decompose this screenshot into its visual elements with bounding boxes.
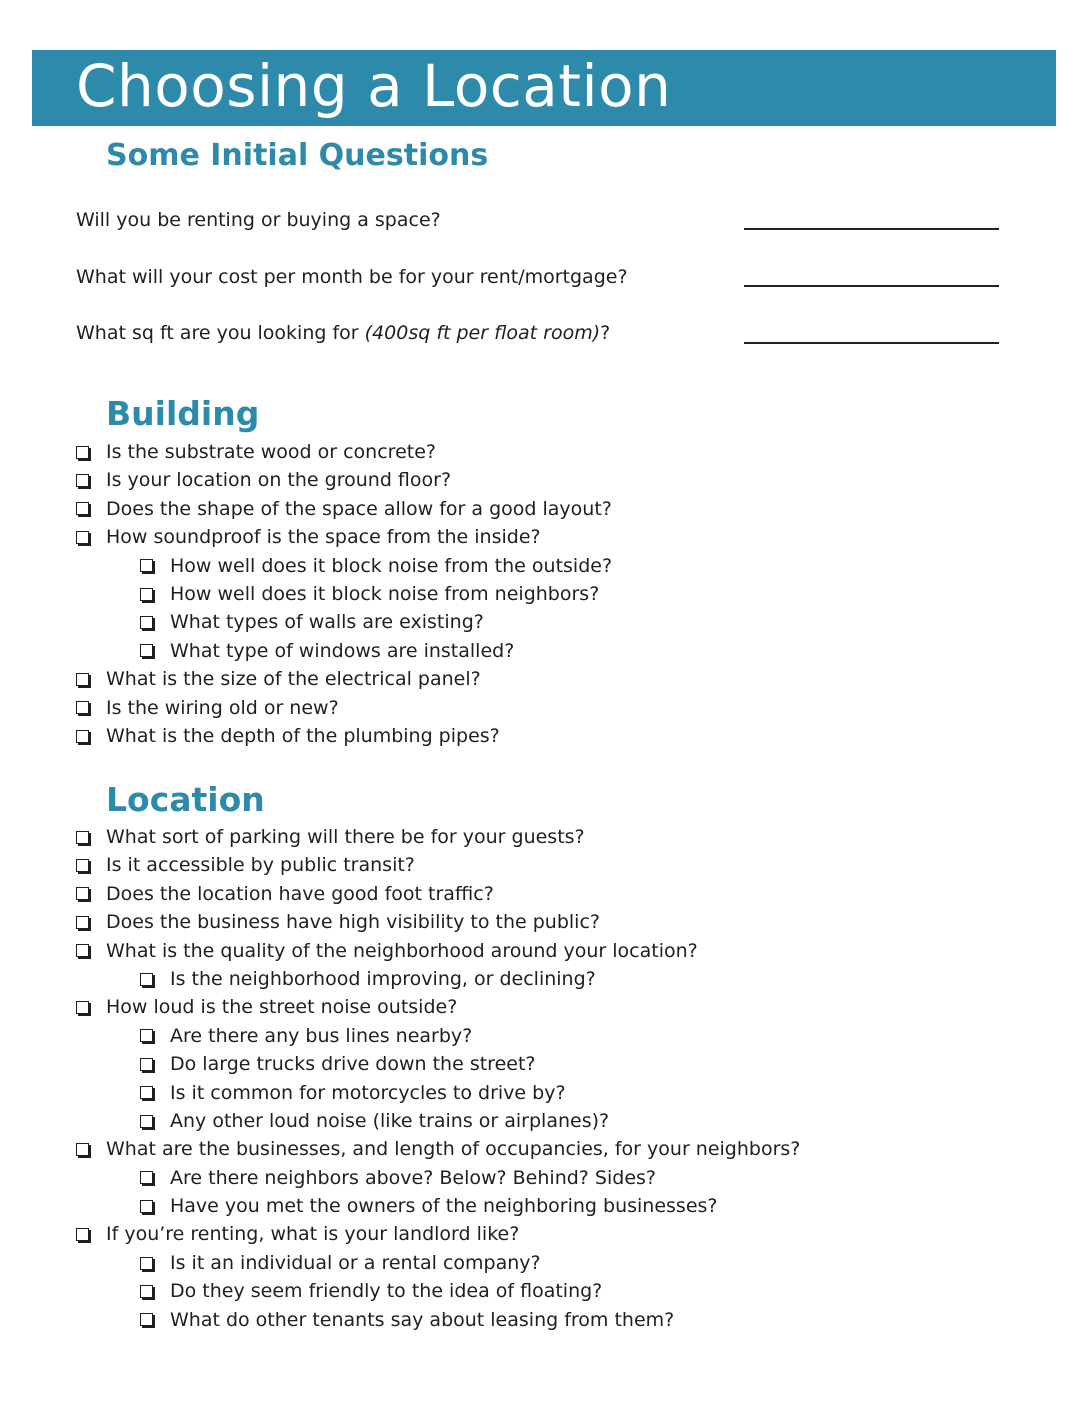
checklist-item (76, 823, 800, 851)
checklist-item-text: Do they seem friendly to the idea of floating? (170, 1280, 603, 1303)
question-renting-buying (76, 209, 441, 231)
checklist-item-text: Does the shape of the space allow for a good layout? (106, 497, 612, 520)
checklist-item (76, 1079, 800, 1107)
checklist-item (76, 937, 800, 965)
checklist-item-text: Is it accessible by public transit? (106, 854, 415, 877)
checkbox-icon[interactable] (76, 531, 89, 544)
checklist-item-text: What types of walls are existing? (170, 611, 484, 634)
checklist-item-text: What is the size of the electrical panel? (106, 668, 481, 691)
checkbox-icon[interactable] (140, 1171, 153, 1184)
checklist-item (76, 1277, 800, 1305)
checkbox-icon[interactable] (140, 1058, 153, 1071)
checkbox-icon[interactable] (76, 916, 89, 929)
checklist-item-text: How well does it block noise from neighbors? (170, 582, 600, 605)
checkbox-icon[interactable] (76, 474, 89, 487)
checklist-item (76, 1107, 800, 1135)
page-title: Choosing a Location (76, 52, 672, 120)
checkbox-icon[interactable] (140, 1115, 153, 1128)
checkbox-icon[interactable] (76, 446, 89, 459)
checklist-item (76, 608, 612, 636)
checklist-item (76, 908, 800, 936)
checklist-item (76, 1249, 800, 1277)
checklist-item-text: What type of windows are installed? (170, 639, 515, 662)
checklist-item (76, 580, 612, 608)
checkbox-icon[interactable] (76, 944, 89, 957)
question-text: What will your cost per month be for your rent/mortgage? (76, 266, 628, 288)
checklist-item-text: What is the quality of the neighborhood around your location? (106, 939, 698, 962)
checklist-item-text: Is the neighborhood improving, or declining? (170, 967, 596, 990)
checkbox-icon[interactable] (140, 973, 153, 986)
checklist-item-text: If you’re renting, what is your landlord like? (106, 1223, 520, 1246)
checklist-item-text: Have you met the owners of the neighboring businesses? (170, 1195, 718, 1218)
question-text: Will you be renting or buying a space? (76, 209, 441, 231)
checklist-item-text: How soundproof is the space from the inside? (106, 526, 541, 549)
answer-line-monthly-cost[interactable] (744, 285, 999, 287)
question-text: What sq ft are you looking for (76, 322, 365, 344)
checklist-item-text: Is it an individual or a rental company? (170, 1251, 541, 1274)
checklist-item (76, 1050, 800, 1078)
checklist-item-text: Does the location have good foot traffic? (106, 882, 494, 905)
checklist-item (76, 665, 612, 693)
checklist-item-text: Is the wiring old or new? (106, 696, 339, 719)
checklist-item (76, 851, 800, 879)
checklist-item (76, 495, 612, 523)
checklist-item-text: How loud is the street noise outside? (106, 996, 458, 1019)
checklist-item-text: Are there any bus lines nearby? (170, 1024, 473, 1047)
checklist-item (76, 1220, 800, 1248)
question-monthly-cost (76, 266, 628, 288)
section-heading-location: Location (106, 780, 265, 819)
checkbox-icon[interactable] (140, 588, 153, 601)
checklist-item (76, 965, 800, 993)
checkbox-icon[interactable] (140, 616, 153, 629)
checkbox-icon[interactable] (140, 1029, 153, 1042)
checkbox-icon[interactable] (76, 673, 89, 686)
checkbox-icon[interactable] (140, 1285, 153, 1298)
checkbox-icon[interactable] (140, 644, 153, 657)
checklist-item (76, 637, 612, 665)
checkbox-icon[interactable] (140, 1200, 153, 1213)
checkbox-icon[interactable] (76, 701, 89, 714)
question-sq-ft (76, 322, 610, 344)
title-banner (32, 50, 1056, 126)
checklist-item (76, 552, 612, 580)
building-checklist (76, 438, 612, 750)
checklist-item (76, 523, 612, 551)
checkbox-icon[interactable] (140, 1313, 153, 1326)
checklist-item (76, 1135, 800, 1163)
checklist-item (76, 1164, 800, 1192)
checkbox-icon[interactable] (76, 1001, 89, 1014)
checklist-item-text: Is it common for motorcycles to drive by? (170, 1081, 566, 1104)
checklist-item (76, 1306, 800, 1334)
checkbox-icon[interactable] (76, 1143, 89, 1156)
checklist-item (76, 466, 612, 494)
checkbox-icon[interactable] (76, 730, 89, 743)
checklist-item-text: What sort of parking will there be for your guests? (106, 826, 585, 848)
checklist-item-text: How well does it block noise from the outside? (170, 554, 613, 577)
checklist-item-text: Is the substrate wood or concrete? (106, 441, 436, 463)
checkbox-icon[interactable] (140, 1257, 153, 1270)
checklist-item-text: What is the depth of the plumbing pipes? (106, 724, 500, 747)
checklist-item (76, 1192, 800, 1220)
checklist-item (76, 722, 612, 750)
location-checklist (76, 823, 800, 1334)
checklist-item-text: Is your location on the ground floor? (106, 469, 452, 492)
checklist-item (76, 1022, 800, 1050)
checkbox-icon[interactable] (76, 887, 89, 900)
checkbox-icon[interactable] (76, 502, 89, 515)
checklist-item (76, 694, 612, 722)
checklist-item (76, 438, 612, 466)
checkbox-icon[interactable] (76, 859, 89, 872)
checklist-item-text: Do large trucks drive down the street? (170, 1053, 536, 1076)
section-heading-initial: Some Initial Questions (106, 138, 489, 173)
question-suffix: ? (600, 322, 611, 344)
checklist-item-text: Does the business have high visibility to the public? (106, 911, 600, 934)
checkbox-icon[interactable] (140, 559, 153, 572)
section-heading-building: Building (106, 394, 260, 433)
checklist-item-text: Are there neighbors above? Below? Behind? Sides? (170, 1166, 656, 1189)
question-note: (400sq ft per float room) (364, 322, 601, 344)
answer-line-renting-buying[interactable] (744, 228, 999, 230)
checkbox-icon[interactable] (140, 1086, 153, 1099)
checklist-item-text: What are the businesses, and length of occupancies, for your neighbors? (106, 1138, 801, 1161)
checklist-item (76, 993, 800, 1021)
checklist-item (76, 880, 800, 908)
answer-line-sq-ft[interactable] (744, 342, 999, 344)
checklist-item-text: Any other loud noise (like trains or airplanes)? (170, 1109, 610, 1132)
checkbox-icon[interactable] (76, 1228, 89, 1241)
checkbox-icon[interactable] (76, 831, 89, 844)
checklist-item-text: What do other tenants say about leasing from them? (170, 1308, 675, 1331)
